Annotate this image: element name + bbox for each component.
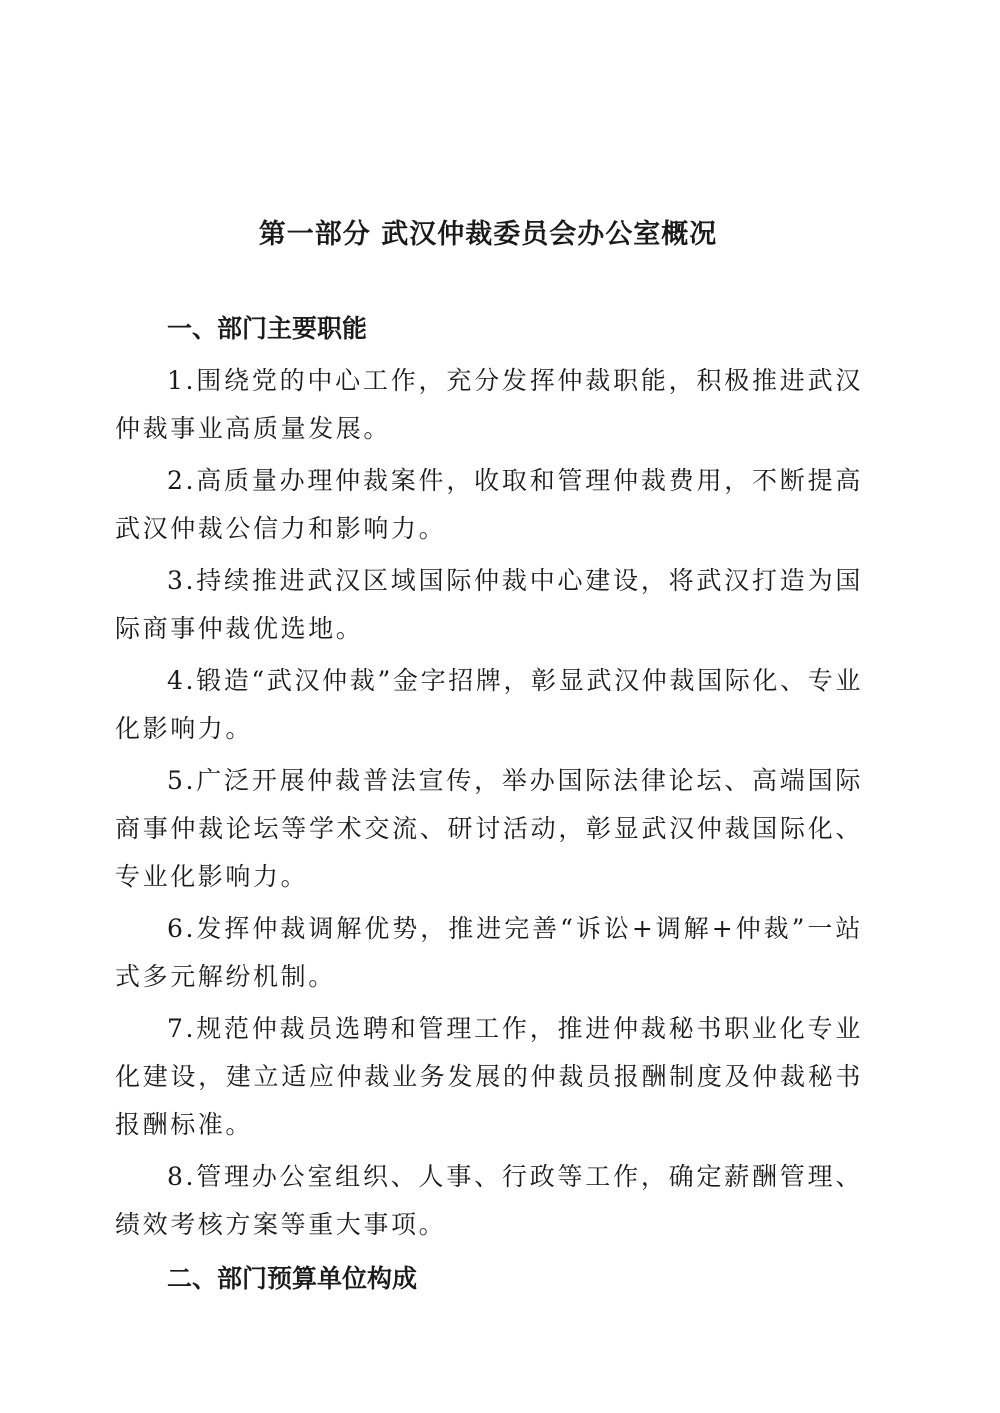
document-title: 第一部分 武汉仲裁委员会办公室概况 [258, 219, 718, 250]
section-heading-budget-units: 二、部门预算单位构成 [167, 1264, 418, 1293]
function-item-7: 7.规范仲裁员选聘和管理工作，推进仲裁秘书职业化专业化建设，建立适应仲裁业务发展的仲裁员报酬制度及仲裁秘书报酬标准。 [115, 1014, 863, 1139]
function-item-4: 4.锻造“武汉仲裁”金字招牌，彰显武汉仲裁国际化、专业化影响力。 [115, 666, 863, 743]
function-item-5: 5.广泛开展仲裁普法宣传，举办国际法律论坛、高端国际商事仲裁论坛等学术交流、研讨活动，彰显武汉仲裁国际化、专业化影响力。 [115, 766, 863, 891]
document-body [115, 305, 863, 1307]
function-item-8: 8.管理办公室组织、人事、行政等工作，确定薪酬管理、绩效考核方案等重大事项。 [115, 1162, 863, 1239]
function-item-1: 1.围绕党的中心工作，充分发挥仲裁职能，积极推进武汉仲裁事业高质量发展。 [115, 366, 863, 443]
section-heading-functions: 一、部门主要职能 [167, 314, 368, 343]
function-item-2: 2.高质量办理仲裁案件，收取和管理仲裁费用，不断提高武汉仲裁公信力和影响力。 [115, 466, 863, 543]
function-item-3: 3.持续推进武汉区域国际仲裁中心建设，将武汉打造为国际商事仲裁优选地。 [115, 566, 863, 643]
function-item-6: 6.发挥仲裁调解优势，推进完善“诉讼+调解+仲裁”一站式多元解纷机制。 [115, 914, 863, 991]
